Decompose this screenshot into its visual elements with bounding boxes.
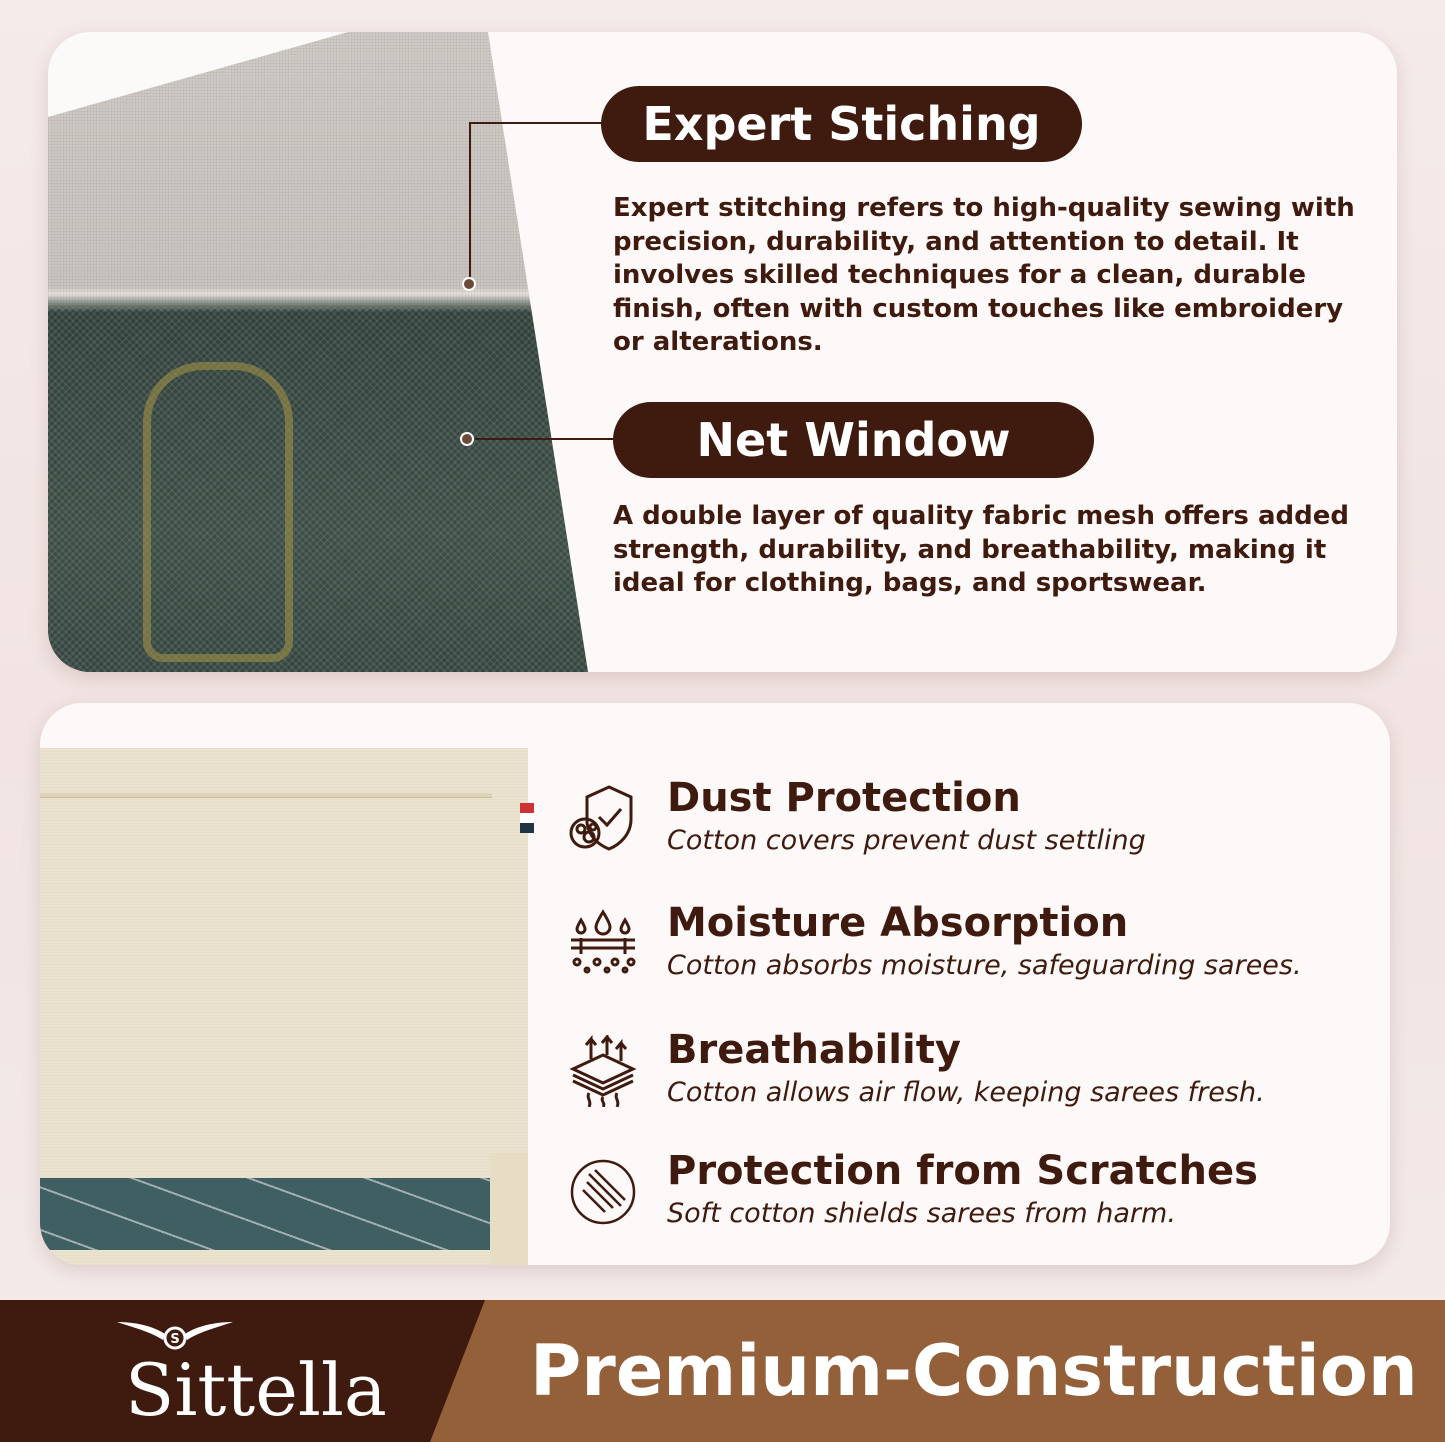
feature-title: Moisture Absorption: [667, 900, 1129, 946]
bag-closeup-photo: [48, 32, 593, 672]
cotton-bag-photo: [40, 748, 528, 1265]
brand-logo: [115, 1318, 387, 1433]
construction-card: [48, 32, 1397, 672]
feature-description: Cotton covers prevent dust settling: [667, 825, 1146, 856]
feature-description: Cotton absorbs moisture, safeguarding sarees.: [667, 950, 1302, 981]
feature-title: Breathability: [667, 1027, 961, 1073]
features-card: [40, 703, 1390, 1265]
callout-dot: [462, 277, 476, 291]
callout-line: [475, 438, 615, 440]
callout-dot: [460, 432, 474, 446]
net-window-text: A double layer of quality fabric mesh offers added strength, durability, and breathability, making it ideal for clothing, bags, and sportswear.: [613, 501, 1349, 598]
shield-check-icon: [567, 783, 639, 855]
tagline: Premium-Construction: [530, 1330, 1418, 1412]
feature-title: Dust Protection: [667, 775, 1021, 821]
svg-text:S: S: [170, 1332, 180, 1347]
scratch-circle-icon: [567, 1156, 639, 1228]
expert-stitching-text: Expert stitching refers to high-quality sewing with precision, durability, and attention to detail. It involves skilled techniques for a clean, durable finish, often with custom touches like embroidery or alterations.: [613, 193, 1355, 357]
feature-description: Soft cotton shields sarees from harm.: [667, 1198, 1176, 1229]
feature-title: Protection from Scratches: [667, 1148, 1258, 1194]
callout-line: [469, 122, 604, 124]
callout-line: [469, 122, 471, 284]
breathable-layers-icon: [567, 1035, 639, 1107]
water-drops-icon: [567, 908, 639, 980]
flag-tag: [520, 803, 534, 833]
heading-expert-stitching: Expert Stiching: [601, 86, 1082, 162]
heading-net-window: Net Window: [613, 402, 1094, 478]
feature-description: Cotton allows air flow, keeping sarees fresh.: [667, 1077, 1265, 1108]
brand-name: Sittella: [125, 1348, 387, 1432]
